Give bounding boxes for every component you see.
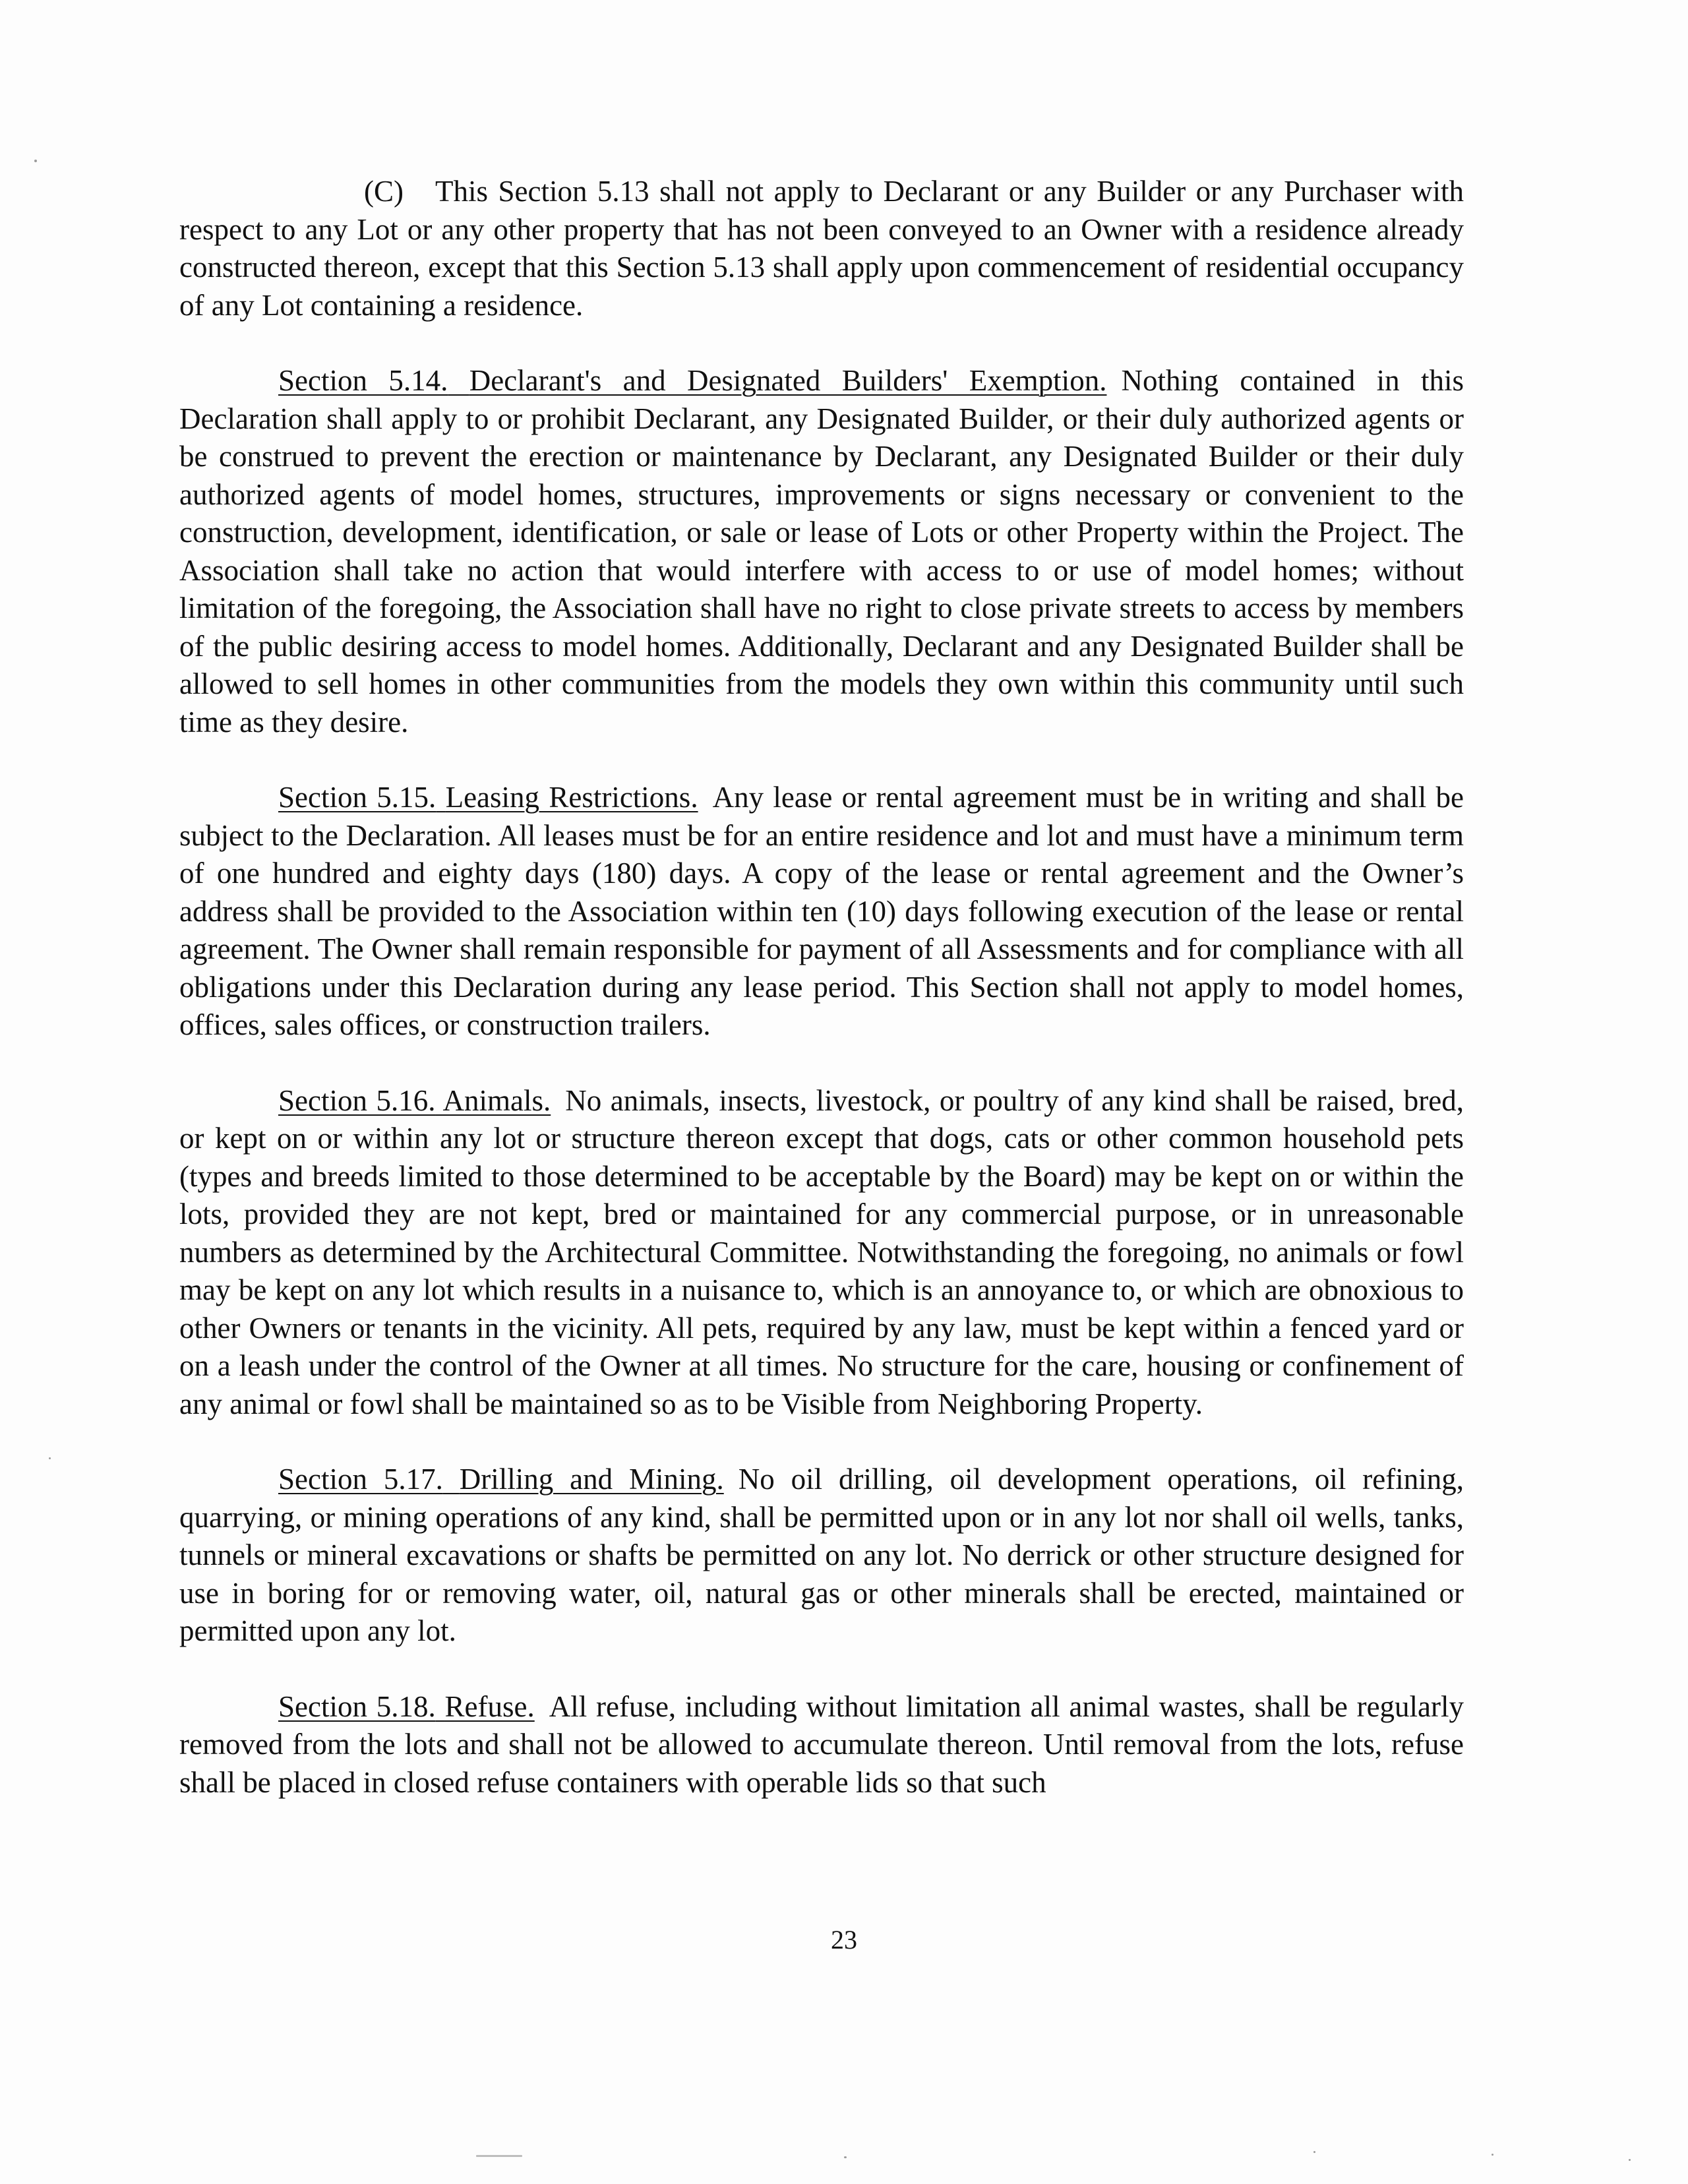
section-5-18-text: All refuse, including without limitation all animal wastes, shall be regularly removed from the lots and shall not be allowed to accumulate thereon. Until removal from the lots, refuse shall be placed in closed refuse containers with operable lids so that such <box>179 1689 1464 1799</box>
section-5-18 <box>179 1688 1464 1802</box>
section-5-18-heading <box>278 1690 535 1723</box>
paragraph-c-label: (C) <box>364 175 404 208</box>
scan-speck <box>34 160 37 162</box>
section-5-15-title: Leasing Restrictions. <box>445 781 698 814</box>
page-number: 23 <box>831 1925 857 1955</box>
section-5-18-number: Section 5.18. <box>278 1689 436 1723</box>
paragraph-c-text: This Section 5.13 shall not apply to Declarant or any Builder or any Purchaser with respect to any Lot or any other property that has not been conveyed to an Owner with a residence already constructed thereon, except that this Section 5.13 shall apply upon commencement of residential occupancy of any Lot containing a residence. <box>179 175 1464 322</box>
scan-speck <box>1313 2151 1315 2153</box>
scan-speck <box>1492 2154 1493 2156</box>
section-5-14-heading <box>278 364 1106 397</box>
section-5-17-number: Section 5.17. <box>278 1463 443 1496</box>
section-5-15-text: Any lease or rental agreement must be in writing and shall be subject to the Declaration. All leases must be for an entire residence and lot and must have a minimum term of one hundred and eighty days (180) days. A copy of the lease or rental agreement and the Owner’s address shall be provided to the Association within ten (10) days following execution of the lease or rental agreement. The Owner shall remain responsible for payment of all Assessments and for compliance with all obligations under this Declaration during any lease period. This Section shall not apply to model homes, offices, sales offices, or construction trailers. <box>179 781 1464 1041</box>
scan-speck <box>1629 2159 1631 2161</box>
scan-speck <box>49 1457 51 1459</box>
section-5-16-heading <box>278 1084 551 1117</box>
section-5-17-title: Drilling and Mining. <box>459 1463 724 1496</box>
section-5-14-text: Nothing contained in this Declaration shall apply to or prohibit Declarant, any Designated Builder, or their duly authorized agents or be construed to prevent the erection or maintenance by Declarant, any Designated Builder or their duly authorized agents of model homes, structures, improvements or signs necessary or convenient to the construction, development, identification, or sale or lease of Lots or other Property within the Project. The Association shall take no action that would interfere with access to or use of model homes; without limitation of the foregoing, the Association shall have no right to close private streets to access by members of the public desiring access to model homes. Additionally, Declarant and any Designated Builder shall be allowed to sell homes in other communities from the models they own within this community until such time as they desire. <box>179 364 1464 739</box>
scan-speck <box>476 2155 522 2157</box>
section-5-16 <box>179 1082 1464 1424</box>
section-5-16-title: Animals. <box>442 1083 551 1117</box>
document-body <box>179 173 1464 1839</box>
section-5-17-text: No oil drilling, oil development operations, oil refining, quarrying, or mining operations of any kind, shall be permitted upon or in any lot nor shall oil wells, tanks, tunnels or mineral excavations or shafts be permitted on any lot. No derrick or other structure designed for use in boring for or removing water, oil, natural gas or other minerals shall be erected, maintained or permitted upon any lot. <box>179 1463 1464 1647</box>
section-5-16-text: No animals, insects, livestock, or poultry of any kind shall be raised, bred, or kept on or within any lot or structure thereon except that dogs, cats or other common household pets (types and breeds limited to those determined to be acceptable by the Board) may be kept on or within the lots, provided they are not kept, bred or maintained for any commercial purpose, or in unreasonable numbers as determined by the Architectural Committee. Notwithstanding the foregoing, no animals or fowl may be kept on any lot which results in a nuisance to, which is an annoyance to, or which are obnoxious to other Owners or tenants in the vicinity. All pets, required by any law, must be kept within a fenced yard or on a leash under the control of the Owner at all times. No structure for the care, housing or confinement of any animal or fowl shall be maintained so as to be Visible from Neighboring Property. <box>179 1083 1464 1420</box>
section-5-18-title: Refuse. <box>444 1689 535 1723</box>
section-5-14-title: Declarant's and Designated Builders' Exemption. <box>469 364 1107 397</box>
section-5-14-number: Section 5.14. <box>278 364 448 397</box>
section-5-17-heading <box>278 1463 724 1496</box>
paragraph-c <box>179 173 1464 324</box>
section-5-15 <box>179 779 1464 1045</box>
scan-speck <box>844 2156 847 2158</box>
section-5-14 <box>179 362 1464 741</box>
section-5-16-number: Section 5.16. <box>278 1083 436 1117</box>
section-5-15-number: Section 5.15. <box>278 781 437 814</box>
section-5-17 <box>179 1461 1464 1651</box>
section-5-15-heading <box>278 781 698 814</box>
